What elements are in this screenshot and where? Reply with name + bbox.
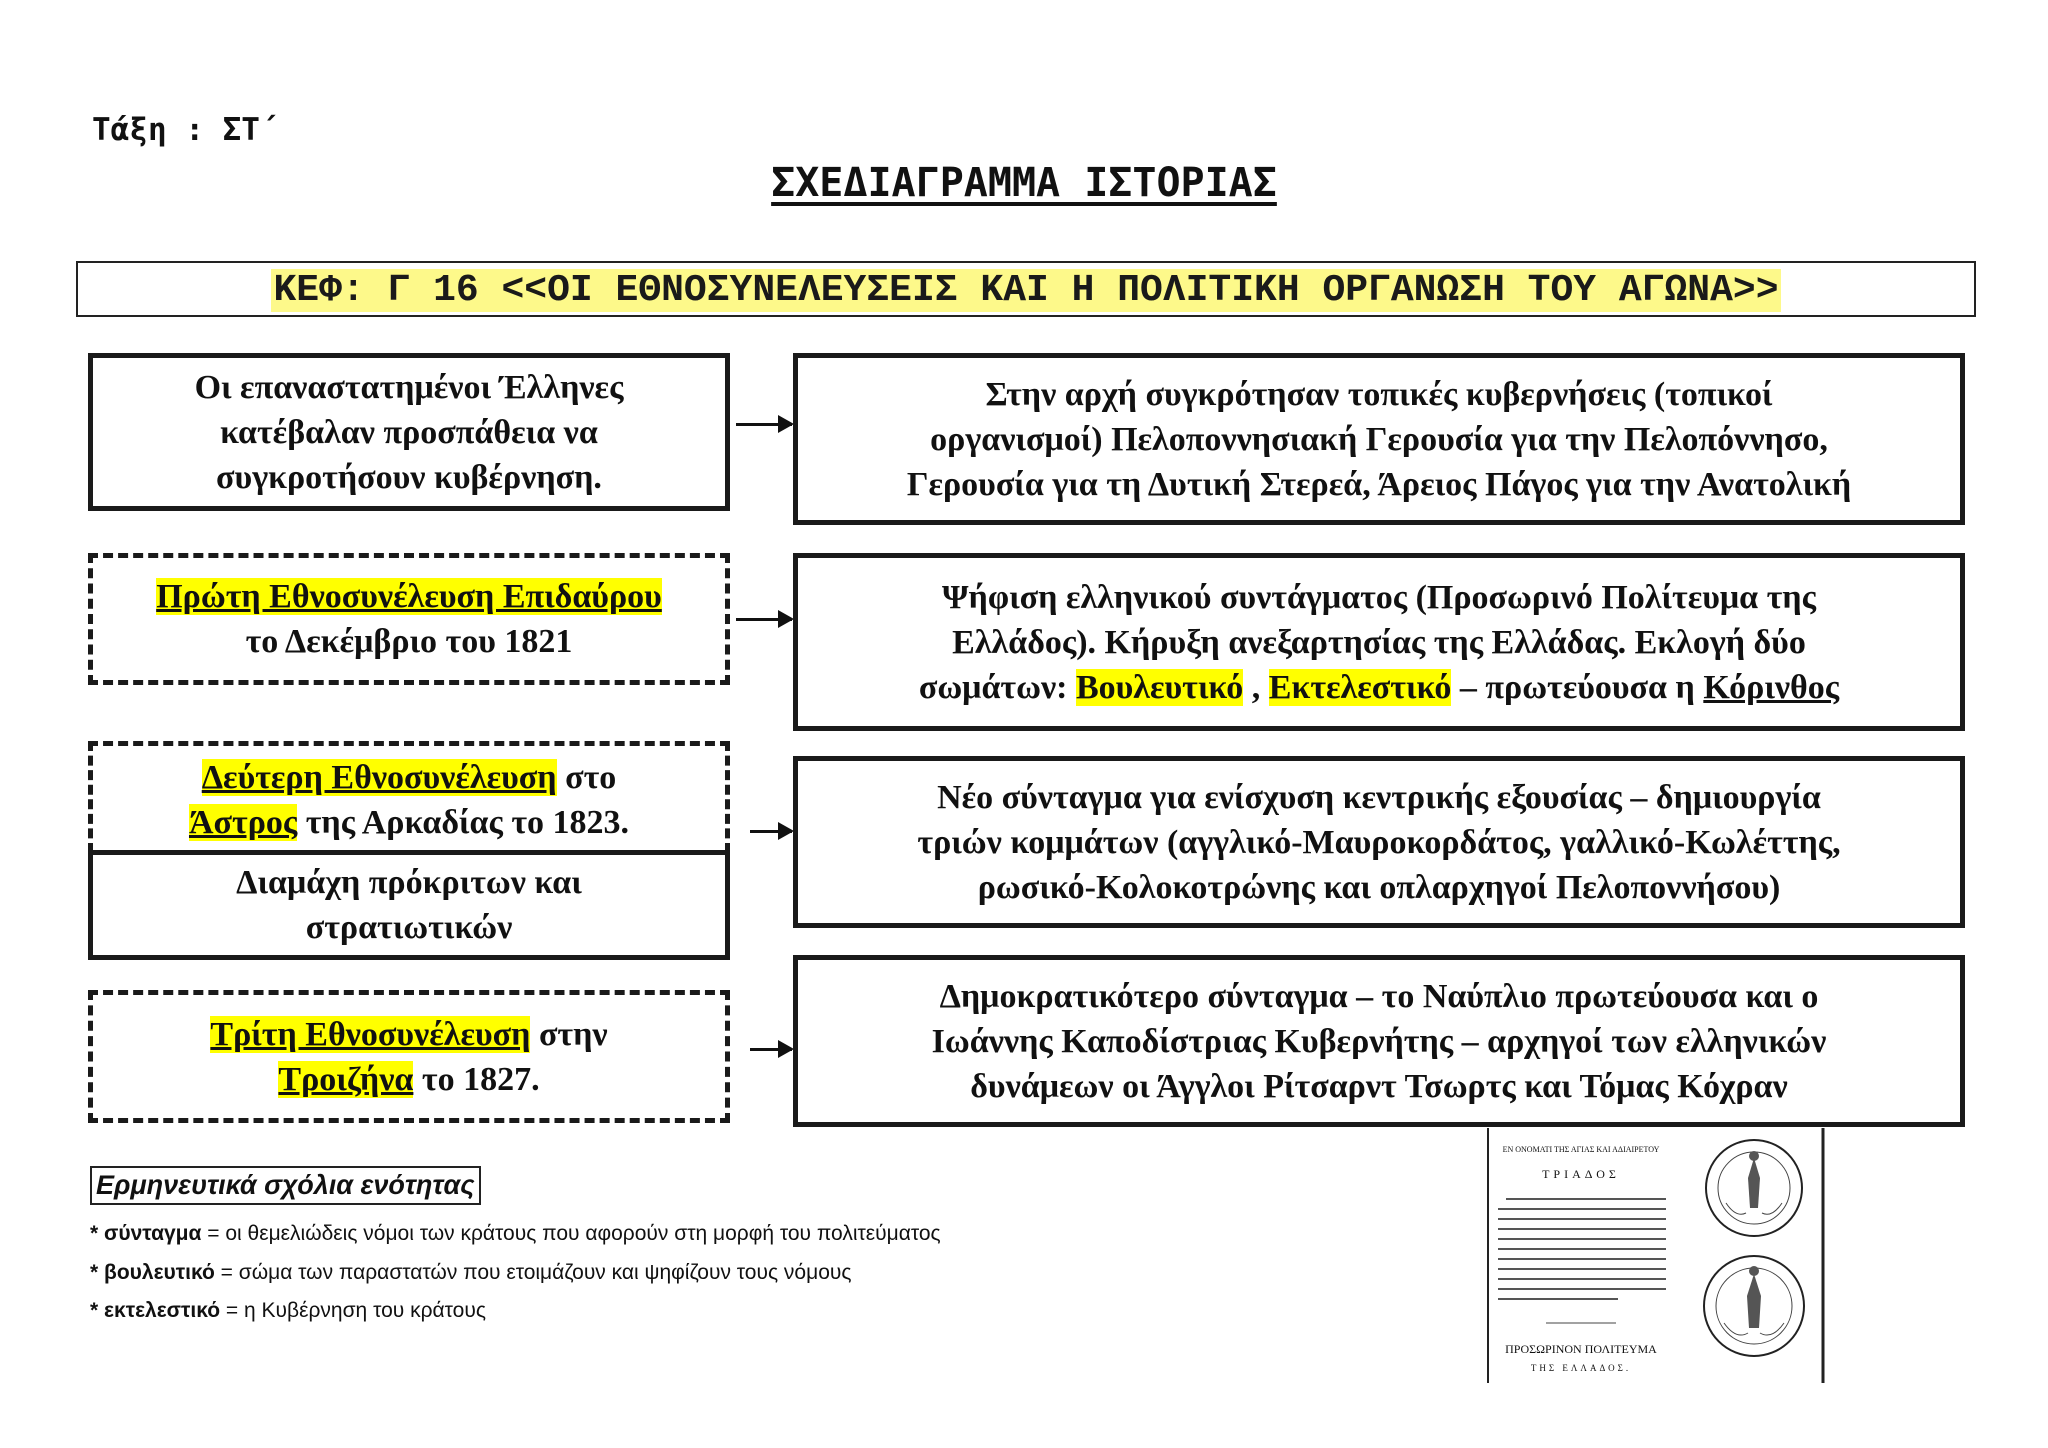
right-4-line3: δυνάμεων οι Άγγλοι Ρίτσαρντ Τσωρτς και Τόμας Κόχραν	[970, 1067, 1788, 1105]
right-4-line1: Δημοκρατικότερο σύνταγμα – το Ναύπλιο πρωτεύουσα και ο	[939, 977, 1819, 1015]
right-3-line1: Νέο σύνταγμα για ενίσχυση κεντρικής εξουσίας – δημιουργία	[937, 778, 1821, 816]
doc-footer-1: ΠΡΟΣΩΡΙΝΟΝ ΠΟΛΙΤΕΥΜΑ	[1505, 1342, 1657, 1356]
right-2-line3-post: – πρωτεύουσα η	[1451, 668, 1704, 706]
note-3: * εκτελεστικό = η Κυβέρνηση του κράτους	[90, 1299, 486, 1322]
left-box-3-sub	[88, 850, 730, 960]
arrow-3	[750, 830, 792, 833]
left-1-line3: συγκροτήσουν κυβέρνηση.	[216, 458, 602, 496]
right-1-line3: Γερουσία για τη Δυτική Στερεά, Άρειος Πάγος για την Ανατολική	[906, 466, 1852, 503]
left-3-after: στο	[556, 758, 617, 796]
astros-label: Άστρος	[188, 803, 298, 841]
notes-title: Ερμηνευτικά σχόλια ενότητας	[90, 1166, 481, 1205]
right-box-1	[793, 353, 1965, 525]
second-assembly-label: Δεύτερη Εθνοσυνέλευση	[201, 758, 557, 796]
left-box-4	[88, 990, 730, 1123]
arrow-2	[736, 618, 792, 621]
right-4-line2: Ιωάννης Καποδίστριας Κυβερνήτης – αρχηγοί των ελληνικών	[931, 1022, 1827, 1060]
note-1: * σύνταγμα = οι θεμελιώδεις νόμοι των κράτους που αφορούν στη μορφή του πολιτεύματος	[90, 1222, 941, 1245]
right-1-line2: οργανισμοί) Πελοποννησιακή Γερουσία για την Πελοπόννησο,	[930, 421, 1828, 458]
first-assembly-label: Πρώτη Εθνοσυνέλευση Επιδαύρου	[156, 578, 662, 615]
note-1-term: σύνταγμα	[104, 1222, 202, 1245]
arrow-4	[750, 1048, 792, 1051]
left-3-rest: της Αρκαδίας το 1823.	[297, 803, 629, 841]
note-2-term: βουλευτικό	[104, 1261, 215, 1284]
right-2-line2: Ελλάδος). Κήρυξη ανεξαρτησίας της Ελλάδας. Εκλογή δύο	[952, 623, 1806, 661]
left-4-rest: το 1827.	[413, 1060, 540, 1098]
right-box-3	[793, 756, 1965, 928]
note-3-def: = η Κυβέρνηση του κράτους	[220, 1299, 486, 1322]
legislative-label: Βουλευτικό	[1075, 668, 1244, 706]
note-2: * βουλευτικό = σώμα των παραστατών που ετοιμάζουν και ψηφίζουν τους νόμους	[90, 1261, 852, 1284]
chapter-box	[76, 261, 1976, 317]
note-2-def: = σώμα των παραστατών που ετοιμάζουν και ψηφίζουν τους νόμους	[214, 1261, 852, 1284]
chapter-title: ΚΕΦ: Γ 16 <<ΟΙ ΕΘΝΟΣΥΝΕΛΕΥΣΕΙΣ ΚΑΙ Η ΠΟΛΙΤΙΚΗ ΟΡΓΑΝΩΣΗ ΤΟΥ ΑΓΩΝΑ>>	[273, 269, 1779, 312]
page-title: ΣΧΕΔΙΑΓΡΑΜΜΑ ΙΣΤΟΡΙΑΣ	[771, 160, 1277, 206]
arrow-1	[736, 423, 792, 426]
right-3-line2: τριών κομμάτων (αγγλικό-Μαυροκορδάτος, γαλλικό-Κωλέττης,	[917, 823, 1841, 861]
left-3-sub-line1: Διαμάχη πρόκριτων και	[236, 864, 582, 901]
left-3-sub-line2: στρατιωτικών	[305, 909, 513, 946]
doc-header: ΕΝ ΟΝΟΜΑΤΙ ΤΗΣ ΑΓΙΑΣ ΚΑΙ ΑΔΙΑΙΡΕΤΟΥ	[1502, 1145, 1660, 1154]
left-1-line1: Οι επαναστατημένοι Έλληνες	[194, 368, 624, 406]
doc-footer-2: ΤΗΣ ΕΛΛΑΔΟΣ.	[1530, 1363, 1632, 1373]
right-3-line3: ρωσικό-Κολοκοτρώνης και οπλαρχηγοί Πελοποννήσου)	[977, 868, 1781, 906]
seal-bottom-icon	[1704, 1256, 1804, 1356]
note-3-term: εκτελεστικό	[104, 1299, 221, 1322]
note-1-def: = οι θεμελιώδεις νόμοι των κράτους που αφορούν στη μορφή του πολιτεύματος	[201, 1222, 941, 1245]
right-box-4	[793, 955, 1965, 1127]
seal-top-icon	[1706, 1140, 1802, 1236]
right-2-line1: Ψήφιση ελληνικού συντάγματος (Προσωρινό Πολίτευμα της	[942, 578, 1816, 616]
right-2-sep: ,	[1243, 668, 1269, 706]
constitution-document-image	[1486, 1128, 1826, 1383]
class-label: Τάξη : ΣΤ΄	[92, 112, 279, 148]
left-1-line2: κατέβαλαν προσπάθεια να	[220, 413, 598, 451]
left-box-3	[88, 741, 730, 853]
left-box-2	[88, 553, 730, 685]
troizina-label: Τροιζήνα	[278, 1060, 414, 1098]
right-box-2	[793, 553, 1965, 731]
left-4-after: στην	[530, 1015, 608, 1053]
third-assembly-label: Τρίτη Εθνοσυνέλευση	[210, 1015, 531, 1053]
capital-label: Κόρινθος	[1703, 668, 1840, 706]
right-1-line1: Στην αρχή συγκρότησαν τοπικές κυβερνήσεις (τοπικοί	[985, 376, 1773, 413]
doc-word: ΤΡΙΑΔΟΣ	[1542, 1167, 1620, 1181]
executive-label: Εκτελεστικό	[1268, 668, 1452, 706]
right-2-line3-pre: σωμάτων:	[918, 668, 1076, 706]
doc-body-text	[1498, 1198, 1666, 1300]
left-box-1	[88, 353, 730, 511]
left-2-line2: το Δεκέμβριο του 1821	[245, 623, 573, 660]
